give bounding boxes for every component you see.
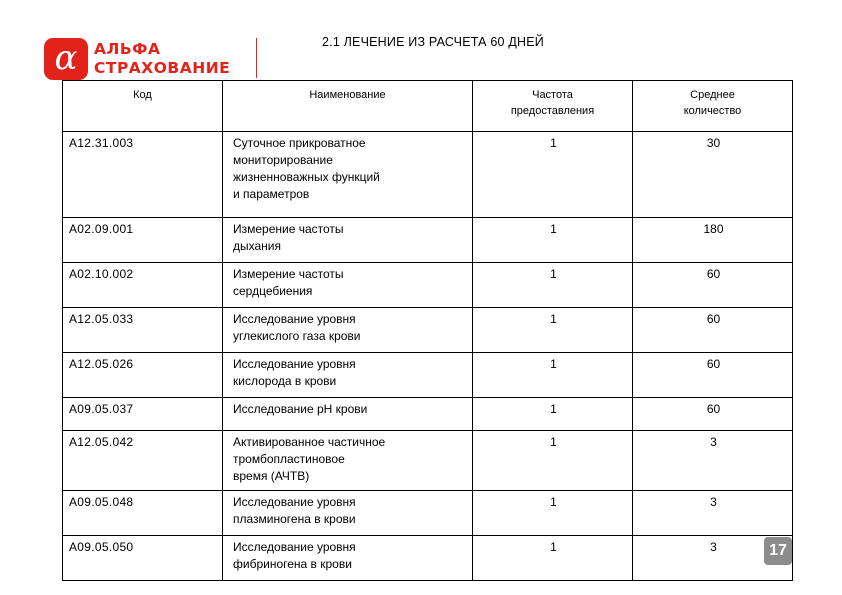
cell-average-quantity: 3 bbox=[633, 431, 793, 491]
cell-name: Измерение частоты сердцебиения bbox=[223, 263, 473, 308]
table-row bbox=[63, 308, 793, 353]
cell-name: Активированное частичное тромбопластиновое время (АЧТВ) bbox=[223, 431, 473, 491]
logo-line2: СТРАХОВАНИЕ bbox=[94, 59, 231, 77]
cell-name: Исследование уровня фибриногена в крови bbox=[223, 536, 473, 581]
table-row bbox=[63, 218, 793, 263]
table-row bbox=[63, 431, 793, 491]
cell-code: А02.09.001 bbox=[63, 218, 223, 263]
cell-average-quantity: 60 bbox=[633, 308, 793, 353]
services-table bbox=[62, 80, 793, 581]
table-row bbox=[63, 132, 793, 218]
cell-frequency: 1 bbox=[473, 353, 633, 398]
logo-text bbox=[94, 40, 230, 78]
cell-average-quantity: 180 bbox=[633, 218, 793, 263]
page-number-badge: 17 bbox=[764, 537, 792, 565]
cell-code: А09.05.048 bbox=[63, 491, 223, 536]
cell-code: А12.05.033 bbox=[63, 308, 223, 353]
cell-code: А12.05.026 bbox=[63, 353, 223, 398]
cell-name: Измерение частоты дыхания bbox=[223, 218, 473, 263]
company-logo bbox=[44, 38, 244, 82]
logo-divider bbox=[256, 38, 257, 78]
table-body bbox=[63, 132, 793, 581]
cell-frequency: 1 bbox=[473, 132, 633, 218]
cell-frequency: 1 bbox=[473, 308, 633, 353]
cell-code: А09.05.037 bbox=[63, 398, 223, 431]
cell-name: Суточное прикроватное мониторирование жизненноважных функций и параметров bbox=[223, 132, 473, 218]
header-average-quantity: Среднее количество bbox=[633, 81, 793, 132]
logo-line1: АЛЬФА bbox=[94, 40, 161, 58]
cell-name: Исследование уровня углекислого газа крови bbox=[223, 308, 473, 353]
table-row bbox=[63, 263, 793, 308]
table-row bbox=[63, 353, 793, 398]
table-row bbox=[63, 536, 793, 581]
cell-average-quantity: 60 bbox=[633, 353, 793, 398]
cell-average-quantity: 60 bbox=[633, 398, 793, 431]
table-header-row bbox=[63, 81, 793, 132]
cell-code: А09.05.050 bbox=[63, 536, 223, 581]
header-code: Код bbox=[63, 81, 223, 132]
cell-average-quantity: 60 bbox=[633, 263, 793, 308]
header-frequency: Частота предоставления bbox=[473, 81, 633, 132]
cell-frequency: 1 bbox=[473, 218, 633, 263]
cell-average-quantity: 30 bbox=[633, 132, 793, 218]
cell-name: Исследование рН крови bbox=[223, 398, 473, 431]
table-row bbox=[63, 398, 793, 431]
cell-frequency: 1 bbox=[473, 536, 633, 581]
alpha-logo-icon: α bbox=[44, 38, 88, 80]
cell-frequency: 1 bbox=[473, 431, 633, 491]
cell-name: Исследование уровня плазминогена в крови bbox=[223, 491, 473, 536]
cell-name: Исследование уровня кислорода в крови bbox=[223, 353, 473, 398]
cell-frequency: 1 bbox=[473, 263, 633, 308]
cell-average-quantity: 3 bbox=[633, 491, 793, 536]
cell-code: А12.05.042 bbox=[63, 431, 223, 491]
table-row bbox=[63, 491, 793, 536]
cell-code: А02.10.002 bbox=[63, 263, 223, 308]
cell-average-quantity: 3 bbox=[633, 536, 793, 581]
cell-frequency: 1 bbox=[473, 398, 633, 431]
header-name: Наименование bbox=[223, 81, 473, 132]
cell-code: А12.31.003 bbox=[63, 132, 223, 218]
page-title: 2.1 ЛЕЧЕНИЕ ИЗ РАСЧЕТА 60 ДНЕЙ bbox=[322, 35, 544, 49]
cell-frequency: 1 bbox=[473, 491, 633, 536]
